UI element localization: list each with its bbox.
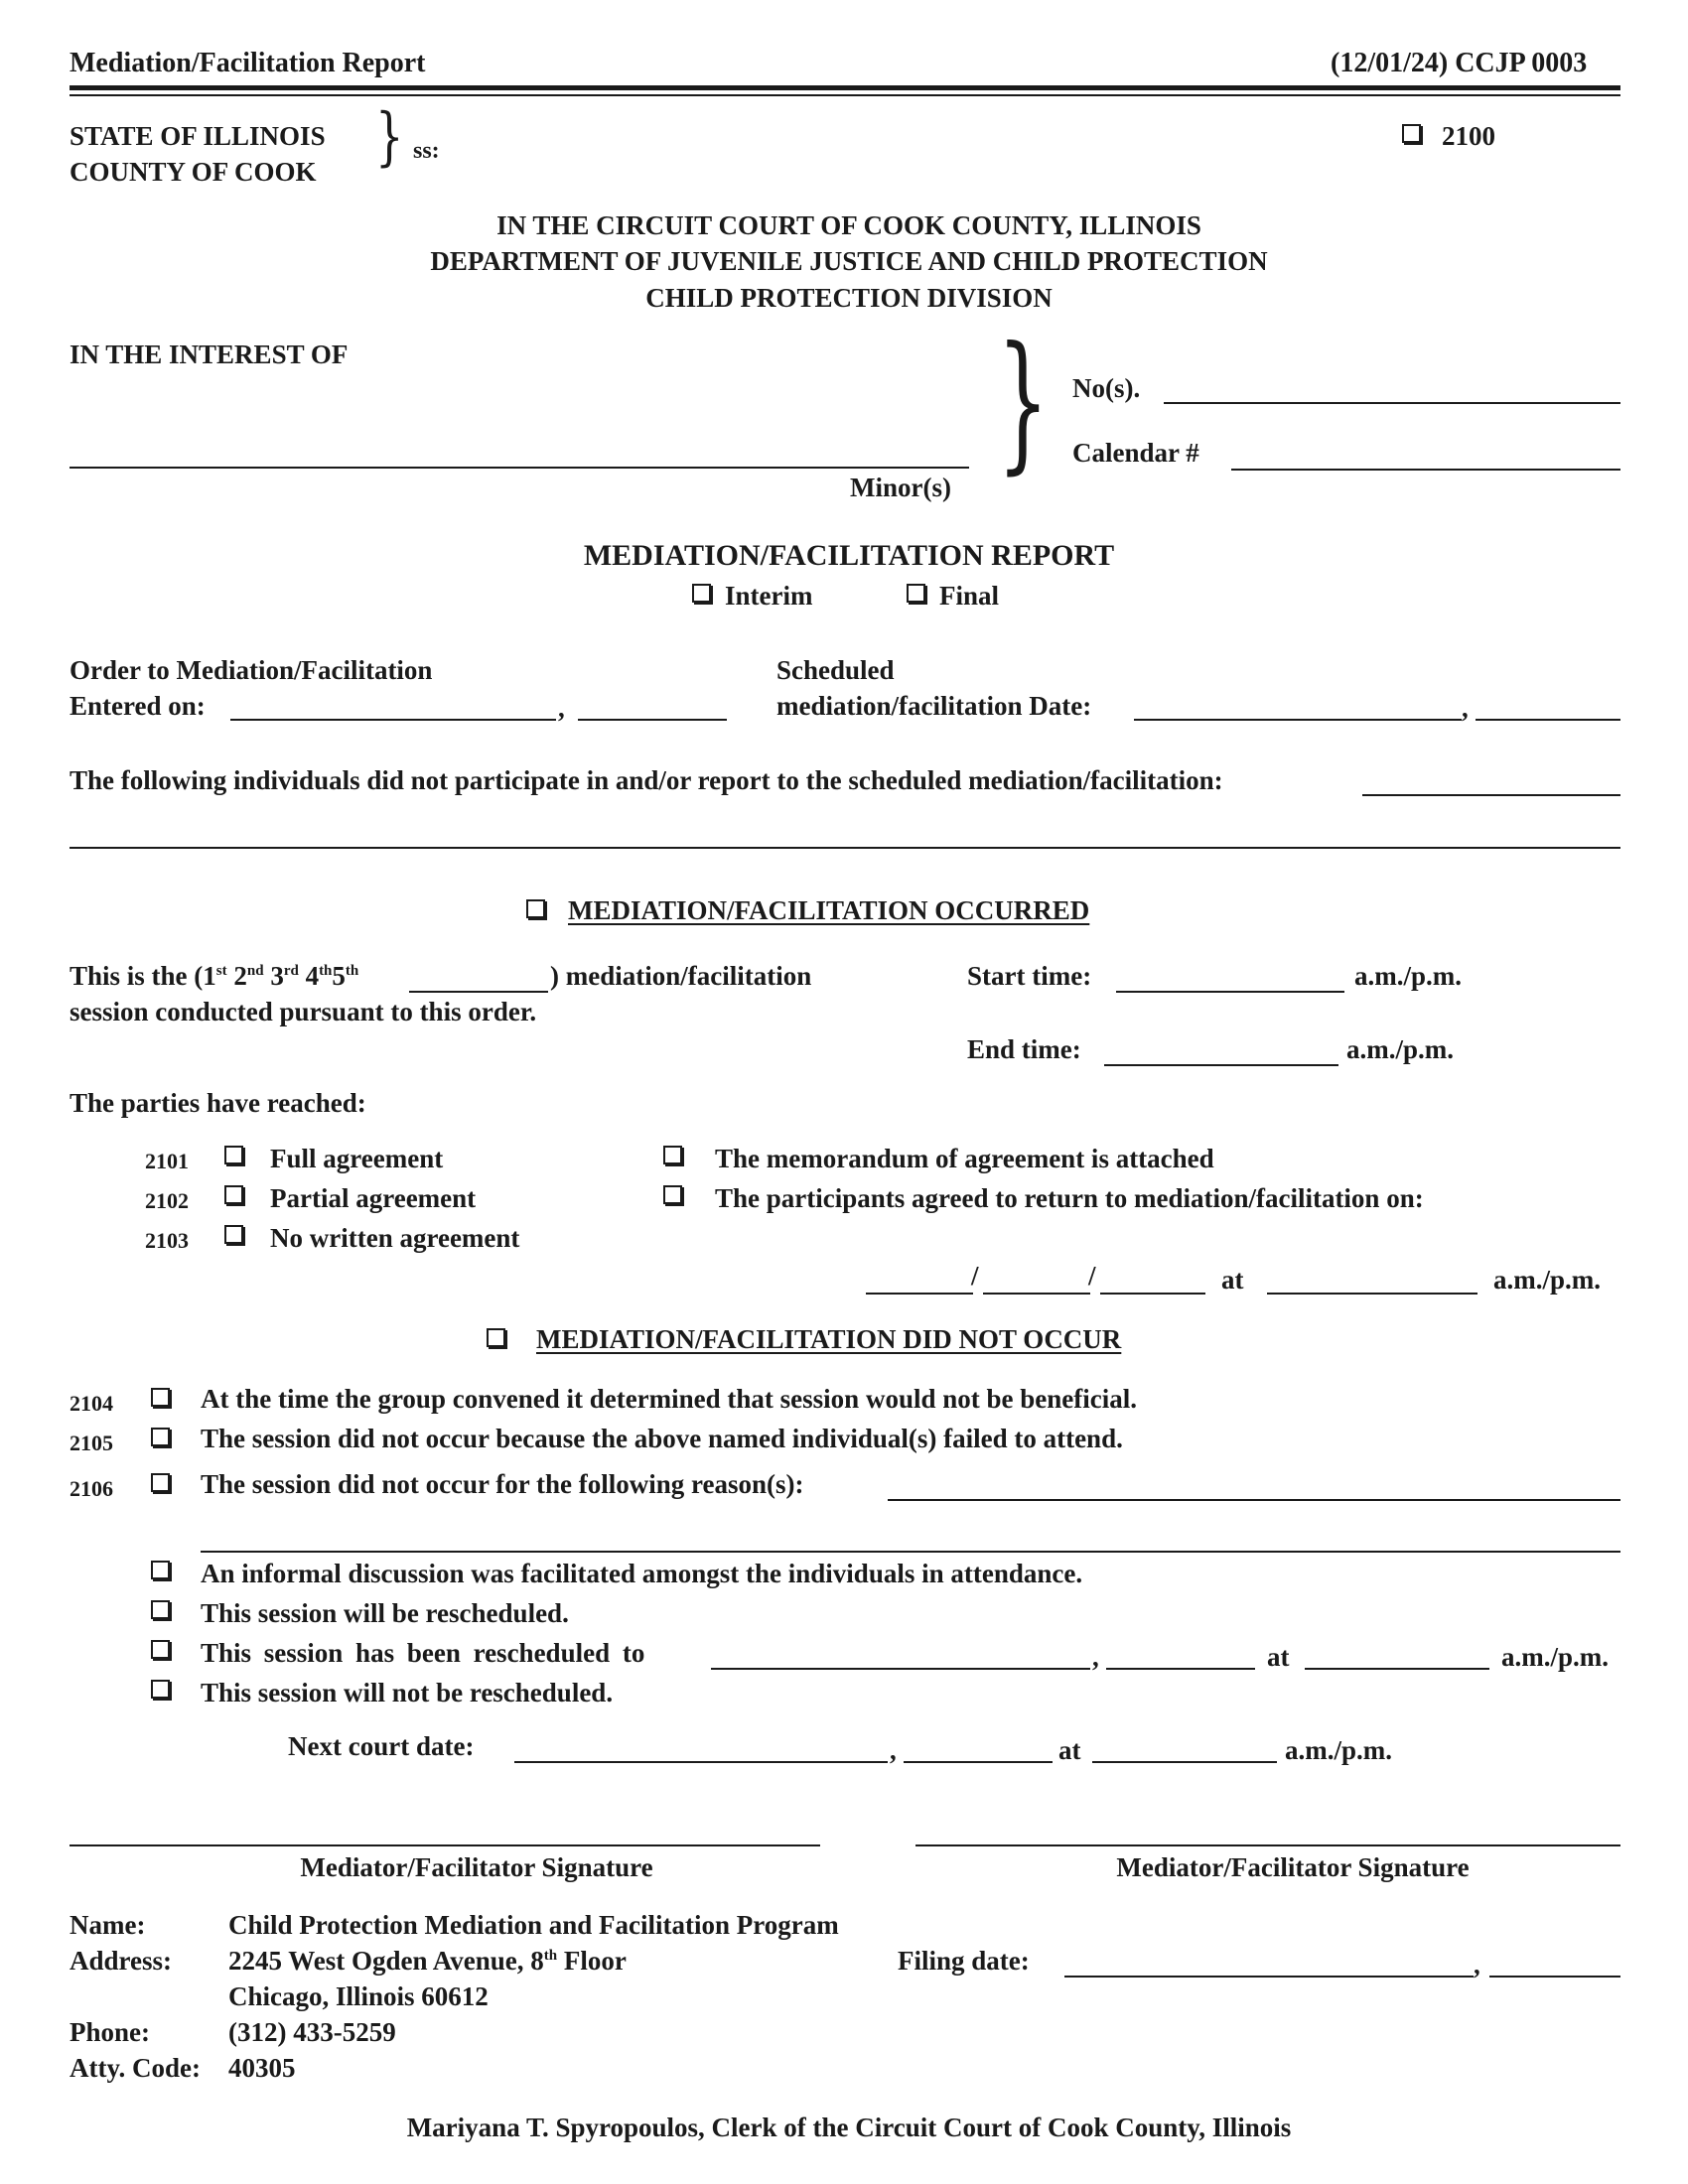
calendar-label: Calendar #	[1072, 438, 1199, 468]
header-rule-thin	[70, 94, 1620, 96]
atty-code-label: Atty. Code:	[70, 2053, 201, 2083]
order-year-field[interactable]	[578, 719, 727, 721]
option-code: 2103	[145, 1228, 189, 1253]
memorandum-label: The memorandum of agreement is attached	[715, 1144, 1214, 1173]
other-reason-checkbox[interactable]	[151, 1473, 170, 1492]
reason-code: 2106	[70, 1476, 113, 1501]
not-beneficial-label: At the time the group convened it determined that session would not be beneficial.	[201, 1384, 1137, 1414]
reason-code: 2104	[70, 1391, 113, 1416]
address-line-2: Chicago, Illinois 60612	[228, 1981, 489, 2011]
failed-to-attend-label: The session did not occur because the above named individual(s) failed to attend.	[201, 1424, 1123, 1453]
rescheduled-at-label: at	[1267, 1642, 1290, 1672]
scheduled-year-field[interactable]	[1476, 719, 1620, 721]
final-checkbox[interactable]	[907, 584, 925, 603]
numbers-label: No(s).	[1072, 373, 1141, 403]
calendar-field[interactable]	[1231, 469, 1620, 471]
name-label: Name:	[70, 1910, 146, 1940]
next-court-time-field[interactable]	[1092, 1761, 1277, 1763]
scheduled-date-field[interactable]	[1134, 719, 1462, 721]
next-court-ampm: a.m./p.m.	[1285, 1735, 1392, 1765]
venue-brace: }	[375, 100, 404, 174]
form-id: (12/01/24) CCJP 0003	[1331, 48, 1588, 78]
rescheduled-comma: ,	[1092, 1642, 1099, 1672]
filing-year-field[interactable]	[1489, 1976, 1620, 1978]
occurred-heading: MEDIATION/FACILITATION OCCURRED	[568, 895, 1090, 925]
end-ampm: a.m./p.m.	[1346, 1034, 1454, 1064]
not-beneficial-checkbox[interactable]	[151, 1388, 170, 1407]
informal-discussion-label: An informal discussion was facilitated amongst the individuals in attendance.	[201, 1559, 1083, 1588]
next-court-label: Next court date:	[288, 1731, 475, 1761]
venue-state: STATE OF ILLINOIS	[70, 121, 326, 151]
return-checkbox[interactable]	[663, 1185, 682, 1204]
return-at-label: at	[1221, 1265, 1244, 1295]
form-title: Mediation/Facilitation Report	[70, 48, 426, 78]
not-occurred-heading: MEDIATION/FACILITATION DID NOT OCCUR	[536, 1324, 1122, 1354]
interim-checkbox[interactable]	[692, 584, 711, 603]
session-suffix: ) mediation/facilitation	[550, 961, 812, 991]
filing-date-field[interactable]	[1064, 1976, 1474, 1978]
scheduled-label-1: Scheduled	[776, 655, 895, 685]
venue-county: COUNTY OF COOK	[70, 157, 317, 187]
partial-agreement-checkbox[interactable]	[224, 1185, 243, 1204]
failed-to-attend-checkbox[interactable]	[151, 1428, 170, 1446]
option-code: 2102	[145, 1188, 189, 1213]
nonparticipants-field[interactable]	[1362, 794, 1620, 796]
order-date-comma: ,	[558, 693, 565, 723]
other-reason-field-2[interactable]	[201, 1551, 1620, 1553]
rescheduled-year-field[interactable]	[1106, 1668, 1255, 1670]
court-line-1: IN THE CIRCUIT COURT OF COOK COUNTY, ILLINOIS	[496, 210, 1201, 240]
session-line-2: session conducted pursuant to this order.	[70, 997, 537, 1026]
final-label: Final	[939, 581, 1000, 611]
informal-discussion-checkbox[interactable]	[151, 1561, 170, 1579]
interest-of-label: IN THE INTEREST OF	[70, 340, 349, 369]
filing-date-comma: ,	[1474, 1950, 1480, 1979]
signature-field-right[interactable]	[915, 1844, 1620, 1846]
option-code: 2101	[145, 1149, 189, 1173]
next-court-comma: ,	[890, 1735, 897, 1765]
other-reason-field[interactable]	[888, 1499, 1620, 1501]
order-date-field[interactable]	[230, 719, 556, 721]
date-slash: /	[1088, 1261, 1096, 1291]
rescheduled-time-field[interactable]	[1305, 1668, 1489, 1670]
no-written-agreement-label: No written agreement	[270, 1223, 520, 1253]
date-slash: /	[971, 1261, 979, 1291]
not-occurred-checkbox[interactable]	[487, 1328, 505, 1347]
partial-agreement-label: Partial agreement	[270, 1183, 477, 1213]
nonparticipants-field-2[interactable]	[70, 847, 1620, 849]
scheduled-date-comma: ,	[1462, 693, 1469, 723]
report-title: MEDIATION/FACILITATION REPORT	[583, 539, 1115, 572]
phone-value: (312) 433-5259	[228, 2017, 396, 2047]
rescheduled-checkbox[interactable]	[151, 1640, 170, 1659]
end-time-field[interactable]	[1104, 1064, 1338, 1066]
scheduled-label-2: mediation/facilitation Date:	[776, 691, 1092, 721]
start-ampm: a.m./p.m.	[1354, 961, 1462, 991]
phone-label: Phone:	[70, 2017, 150, 2047]
next-court-date-field[interactable]	[514, 1761, 888, 1763]
court-line-3: CHILD PROTECTION DIVISION	[645, 283, 1053, 313]
other-reason-label: The session did not occur for the following reason(s):	[201, 1469, 804, 1499]
full-agreement-label: Full agreement	[270, 1144, 444, 1173]
end-time-label: End time:	[967, 1034, 1081, 1064]
no-written-agreement-checkbox[interactable]	[224, 1225, 243, 1244]
minor-name-field[interactable]	[70, 467, 969, 469]
rescheduled-label: This session has been rescheduled to	[201, 1638, 645, 1668]
rescheduled-date-field[interactable]	[711, 1668, 1090, 1670]
will-reschedule-label: This session will be rescheduled.	[201, 1598, 569, 1628]
order-label-2: Entered on:	[70, 691, 206, 721]
return-year-field[interactable]	[1100, 1293, 1205, 1295]
not-rescheduled-checkbox[interactable]	[151, 1680, 170, 1699]
reason-code: 2105	[70, 1431, 113, 1455]
will-reschedule-checkbox[interactable]	[151, 1600, 170, 1619]
form-code: 2100	[1442, 121, 1495, 151]
filing-date-label: Filing date:	[898, 1946, 1030, 1976]
not-rescheduled-label: This session will not be rescheduled.	[201, 1678, 614, 1707]
signature-field-left[interactable]	[70, 1844, 820, 1846]
interim-label: Interim	[725, 581, 813, 611]
form-2100-checkbox[interactable]	[1402, 124, 1421, 143]
return-month-field[interactable]	[866, 1293, 973, 1295]
memorandum-checkbox[interactable]	[663, 1146, 682, 1164]
start-time-field[interactable]	[1116, 991, 1344, 993]
next-court-at-label: at	[1058, 1735, 1081, 1765]
header-rule	[70, 85, 1620, 90]
address-line-1: 2245 West Ogden Avenue, 8th Floor	[228, 1946, 627, 1976]
signature-label-right: Mediator/Facilitator Signature	[1116, 1852, 1470, 1882]
court-line-2: DEPARTMENT OF JUVENILE JUSTICE AND CHILD PROTECTION	[430, 246, 1268, 276]
order-label-1: Order to Mediation/Facilitation	[70, 655, 433, 685]
next-court-year-field[interactable]	[904, 1761, 1053, 1763]
venue-ss: ss:	[413, 138, 440, 164]
return-label: The participants agreed to return to mediation/facilitation on:	[715, 1183, 1424, 1213]
name-value: Child Protection Mediation and Facilitation Program	[228, 1910, 839, 1940]
occurred-checkbox[interactable]	[526, 899, 545, 918]
rescheduled-ampm: a.m./p.m.	[1501, 1642, 1609, 1672]
session-number-text: This is the (1st 2nd 3rd 4th5th	[70, 961, 359, 991]
nonparticipants-label: The following individuals did not participate in and/or report to the scheduled mediation/facilitation:	[70, 765, 1223, 795]
atty-code-value: 40305	[228, 2053, 296, 2083]
caption-brace: }	[997, 316, 1050, 488]
minors-label: Minor(s)	[850, 473, 951, 502]
session-number-field[interactable]	[409, 991, 548, 993]
reached-label: The parties have reached:	[70, 1088, 366, 1118]
case-number-field[interactable]	[1164, 402, 1620, 404]
clerk-footer: Mariyana T. Spyropoulos, Clerk of the Circuit Court of Cook County, Illinois	[406, 2113, 1292, 2142]
return-time-field[interactable]	[1267, 1293, 1477, 1295]
address-label: Address:	[70, 1946, 173, 1976]
start-time-label: Start time:	[967, 961, 1092, 991]
full-agreement-checkbox[interactable]	[224, 1146, 243, 1164]
signature-label-left: Mediator/Facilitator Signature	[300, 1852, 653, 1882]
return-ampm: a.m./p.m.	[1493, 1265, 1601, 1295]
return-day-field[interactable]	[983, 1293, 1090, 1295]
